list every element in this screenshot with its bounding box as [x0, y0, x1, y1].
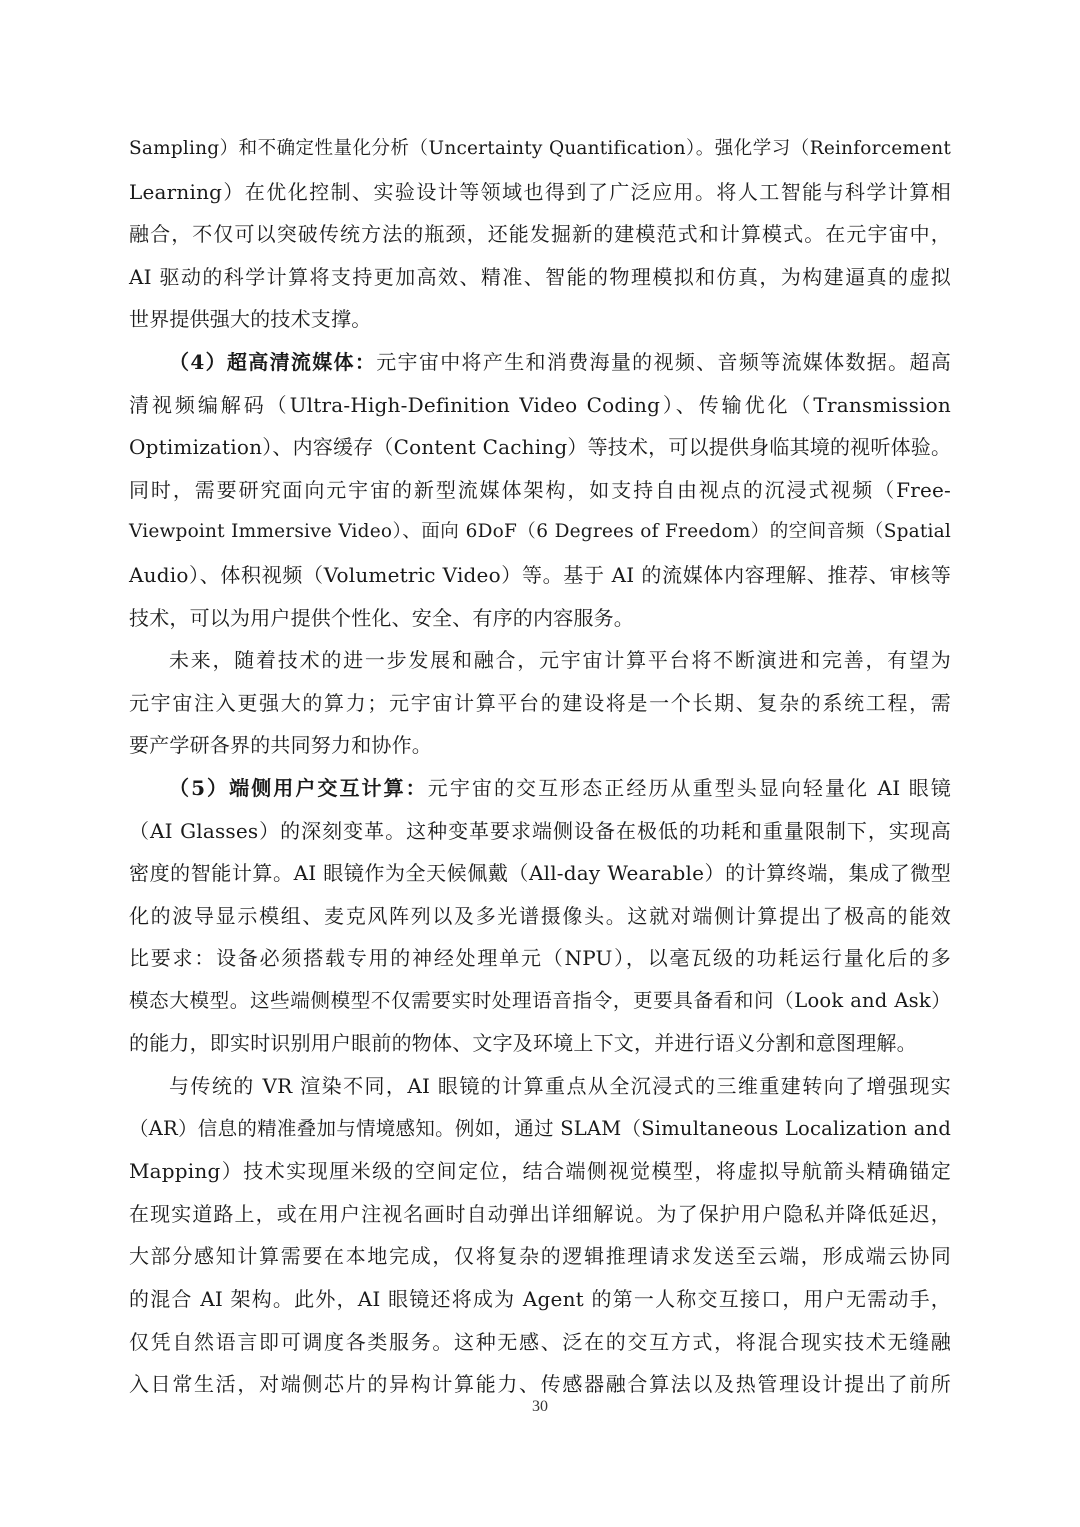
text-line: Optimization）、内容缓存（Content Caching）等技术，可以提供身临其境的视听体验。: [129, 435, 952, 460]
text-line: 要产学研各界的共同努力和协作。: [129, 733, 432, 758]
text-line: 仅凭自然语言即可调度各类服务。这种无感、泛在的交互方式，将混合现实技术无缝融: [129, 1329, 951, 1354]
text-line: 在现实道路上，或在用户注视名画时自动弹出详细解说。为了保护用户隐私并降低延迟，: [129, 1201, 951, 1226]
section-heading: （4）超高清流媒体：: [169, 349, 377, 374]
text-line: Viewpoint Immersive Video）、面向 6DoF（6 Degrees of Freedom）的空间音频（Spatial: [129, 521, 951, 543]
text-line: 清视频编解码（Ultra-High-Definition Video Coding）、传输优化（Transmission: [129, 392, 951, 417]
document-page: [129, 128, 951, 1406]
text-line: （AI Glasses）的深刻变革。这种变革要求端侧设备在极低的功耗和重量限制下，实现高: [129, 818, 951, 843]
text-line: [129, 341, 951, 384]
text-line: 的混合 AI 架构。此外，AI 眼镜还将成为 Agent 的第一人称交互接口，用户无需动手，: [129, 1287, 951, 1312]
text-run: 元宇宙中将产生和消费海量的视频、音频等流媒体数据。超高: [376, 349, 951, 374]
text-line: 的能力，即实时识别用户眼前的物体、文字及环境上下文，并进行语义分割和意图理解。: [129, 1031, 917, 1056]
text-line: 化的波导显示模组、麦克风阵列以及多光谱摄像头。这就对端侧计算提出了极高的能效: [129, 903, 951, 928]
paragraph-scientific-computing: [129, 128, 951, 341]
text-line: 未来，随着技术的进一步发展和融合，元宇宙计算平台将不断演进和完善，有望为: [169, 648, 951, 673]
text-line: Mapping）技术实现厘米级的空间定位，结合端侧视觉模型，将虚拟导航箭头精确锚定: [129, 1159, 951, 1184]
text-line: 世界提供强大的技术支撑。: [129, 307, 372, 332]
text-line: Learning）在优化控制、实验设计等领域也得到了广泛应用。将人工智能与科学计算相: [129, 179, 951, 204]
section-heading: （5）端侧用户交互计算：: [169, 775, 428, 800]
text-line: 入日常生活，对端侧芯片的异构计算能力、传感器融合算法以及热管理设计提出了前所: [129, 1372, 951, 1397]
text-line: 密度的智能计算。AI 眼镜作为全天候佩戴（All-day Wearable）的计算终端，集成了微型: [129, 861, 951, 886]
text-line: [129, 767, 951, 810]
text-line: （AR）信息的精准叠加与情境感知。例如，通过 SLAM（Simultaneous Localization and: [129, 1116, 951, 1140]
paragraph-future: [129, 639, 951, 767]
page-number: 30: [532, 1398, 548, 1415]
paragraph-ar-glasses: [129, 1065, 951, 1406]
text-line: 与传统的 VR 渲染不同，AI 眼镜的计算重点从全沉浸式的三维重建转向了增强现实: [169, 1074, 951, 1099]
text-line: Audio）、体积视频（Volumetric Video）等。基于 AI 的流媒体内容理解、推荐、审核等: [129, 562, 951, 587]
text-line: 大部分感知计算需要在本地完成，仅将复杂的逻辑推理请求发送至云端，形成端云协同: [129, 1244, 951, 1269]
text-line: 融合，不仅可以突破传统方法的瓶颈，还能发掘新的建模范式和计算模式。在元宇宙中，: [129, 222, 951, 247]
text-line: 比要求：设备必须搭载专用的神经处理单元（NPU），以毫瓦级的功耗运行量化后的多: [129, 946, 951, 971]
text-line: 元宇宙注入更强大的算力；元宇宙计算平台的建设将是一个长期、复杂的系统工程，需: [129, 690, 951, 715]
text-line: 模态大模型。这些端侧模型不仅需要实时处理语音指令，更要具备看和问（Look and Ask）: [129, 988, 951, 1012]
text-line: AI 驱动的科学计算将支持更加高效、精准、智能的物理模拟和仿真，为构建逼真的虚拟: [129, 264, 951, 289]
paragraph-uhd-streaming: [129, 341, 951, 639]
text-line: 同时，需要研究面向元宇宙的新型流媒体架构，如支持自由视点的沉浸式视频（Free-: [129, 477, 951, 502]
paragraph-edge-interaction: [129, 767, 951, 1065]
text-line: 技术，可以为用户提供个性化、安全、有序的内容服务。: [129, 605, 634, 630]
text-run: 元宇宙的交互形态正经历从重型头显向轻量化 AI 眼镜: [427, 775, 951, 800]
text-line: Sampling）和不确定性量化分析（Uncertainty Quantification）。强化学习（Reinforcement: [129, 138, 951, 159]
